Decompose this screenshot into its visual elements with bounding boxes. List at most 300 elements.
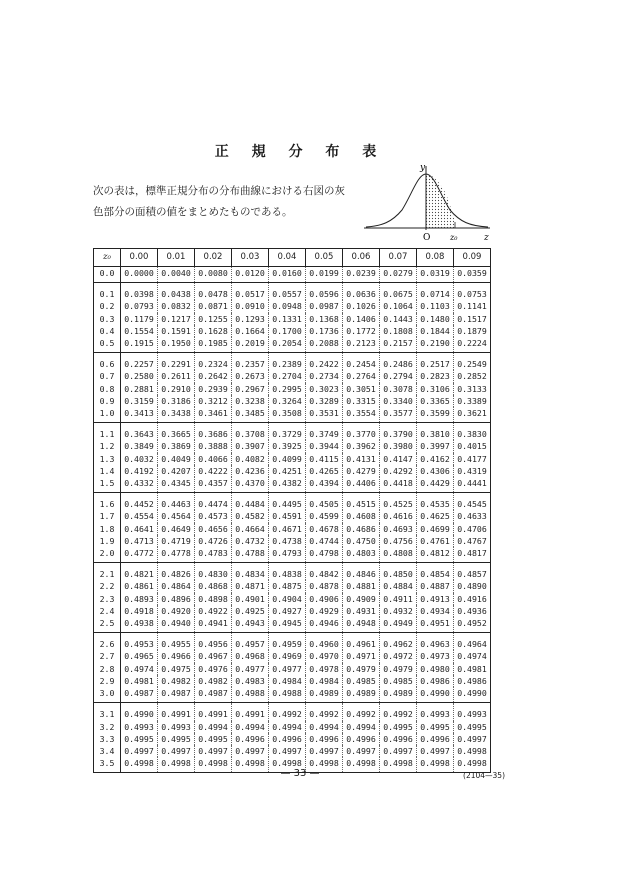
table-cell: 0.4793 xyxy=(269,547,306,563)
table-row xyxy=(94,510,491,522)
z-value-cell: 0.4 xyxy=(94,325,121,337)
table-cell: 0.4986 xyxy=(457,675,487,686)
table-cell: 0.3869 xyxy=(158,440,195,452)
table-cell: 0.4854 xyxy=(417,563,454,581)
table-cell: 0.4998 xyxy=(158,757,195,773)
z0-label: z₀ xyxy=(450,233,458,242)
table-cell: 0.2454 xyxy=(343,353,380,371)
table-cell: 0.3643 xyxy=(121,423,158,441)
table-cell: 0.1844 xyxy=(417,325,454,337)
table-cell: 0.4162 xyxy=(417,453,454,465)
table-cell: 0.4699 xyxy=(417,523,454,535)
table-cell: 0.4608 xyxy=(343,510,380,522)
table-row xyxy=(94,563,491,581)
table-cell: 0.0675 xyxy=(380,283,417,301)
table-cell: 0.3159 xyxy=(121,395,158,407)
table-cell: 0.4649 xyxy=(158,523,195,535)
table-cell: 0.2549 xyxy=(454,353,491,371)
table-cell: 0.4904 xyxy=(269,593,306,605)
table-cell: 0.3315 xyxy=(343,395,380,407)
table-cell: 0.0948 xyxy=(269,300,306,312)
table-cell: 0.4985 xyxy=(343,675,380,687)
table-row xyxy=(94,477,491,493)
table-row xyxy=(94,733,491,745)
table-cell: 0.4979 xyxy=(343,663,380,675)
z-value-cell: 3.0 xyxy=(94,687,121,703)
table-cell: 0.0160 xyxy=(269,267,306,283)
table-cell: 0.4946 xyxy=(306,617,343,633)
table-cell: 0.4147 xyxy=(380,453,417,465)
table-cell: 0.2486 xyxy=(380,353,417,371)
table-cell: 0.4997 xyxy=(457,733,487,744)
table-cell: 0.4989 xyxy=(380,687,417,703)
table-cell: 0.1217 xyxy=(158,313,195,325)
table-cell: 0.4788 xyxy=(232,547,269,563)
table-row xyxy=(94,675,491,687)
table-cell: 0.0596 xyxy=(306,283,343,301)
z-value-cell: 1.3 xyxy=(94,453,121,465)
table-cell: 0.4207 xyxy=(158,465,195,477)
table-cell: 0.4991 xyxy=(158,703,195,721)
page-number: — 33 — xyxy=(280,768,320,779)
table-cell: 0.4761 xyxy=(417,535,454,547)
table-cell: 0.3531 xyxy=(306,407,343,423)
table-cell: 0.2611 xyxy=(158,370,195,382)
table-cell: 0.4991 xyxy=(195,703,232,721)
table-cell: 0.4998 xyxy=(195,757,232,773)
table-cell: 0.2910 xyxy=(158,383,195,395)
table-cell: 0.4686 xyxy=(343,523,380,535)
table-cell: 0.4846 xyxy=(343,563,380,581)
table-cell: 0.4998 xyxy=(457,745,487,756)
table-cell: 0.3810 xyxy=(417,423,454,441)
z-value-cell: 2.4 xyxy=(94,605,121,617)
table-cell: 0.3413 xyxy=(121,407,158,423)
table-cell: 0.2852 xyxy=(457,371,487,382)
table-cell: 0.4992 xyxy=(306,703,343,721)
table-cell: 0.3749 xyxy=(306,423,343,441)
table-cell: 0.4992 xyxy=(380,703,417,721)
table-cell: 0.3485 xyxy=(232,407,269,423)
table-cell: 0.4984 xyxy=(269,675,306,687)
z-value-cell: 0.7 xyxy=(94,370,121,382)
table-row xyxy=(94,370,491,382)
table-cell: 0.4066 xyxy=(195,453,232,465)
intro-line-2: 色部分の面積の値をまとめたものである。 xyxy=(93,206,293,218)
table-row xyxy=(94,535,491,547)
table-cell: 0.4564 xyxy=(158,510,195,522)
table-cell: 0.2823 xyxy=(417,370,454,382)
table-cell: 0.3023 xyxy=(306,383,343,395)
table-cell: 0.4998 xyxy=(121,757,158,773)
table-cell: 0.4974 xyxy=(121,663,158,675)
table-row xyxy=(94,325,491,337)
table-cell: 0.4861 xyxy=(121,580,158,592)
table-cell: 0.4535 xyxy=(417,493,454,511)
table-cell: 0.4616 xyxy=(380,510,417,522)
column-header: 0.08 xyxy=(417,249,454,267)
table-cell: 0.4890 xyxy=(457,581,487,592)
table-cell: 0.4976 xyxy=(195,663,232,675)
table-cell: 0.1628 xyxy=(195,325,232,337)
table-cell: 0.3133 xyxy=(457,383,487,394)
table-cell: 0.4995 xyxy=(158,733,195,745)
table-cell: 0.4049 xyxy=(158,453,195,465)
table-cell: 0.2642 xyxy=(195,370,232,382)
table-cell: 0.4875 xyxy=(269,580,306,592)
table-cell: 0.3962 xyxy=(343,440,380,452)
table-row xyxy=(94,383,491,395)
table-cell: 0.4992 xyxy=(343,703,380,721)
table-cell: 0.2734 xyxy=(306,370,343,382)
table-cell: 0.1736 xyxy=(306,325,343,337)
table-cell: 0.4177 xyxy=(457,453,487,464)
table-cell: 0.4484 xyxy=(232,493,269,511)
table-cell: 0.2794 xyxy=(380,370,417,382)
table-cell: 0.1443 xyxy=(380,313,417,325)
table-cell: 0.1772 xyxy=(343,325,380,337)
table-cell: 0.0753 xyxy=(454,283,491,301)
table-cell: 0.4998 xyxy=(457,758,487,769)
column-header: 0.09 xyxy=(454,249,491,267)
table-cell: 0.4995 xyxy=(380,721,417,733)
table-cell: 0.1331 xyxy=(269,313,306,325)
table-cell: 0.4996 xyxy=(343,733,380,745)
table-cell: 0.4236 xyxy=(232,465,269,477)
table-cell: 0.0398 xyxy=(121,283,158,301)
table-row xyxy=(94,440,491,452)
table-cell: 0.4744 xyxy=(306,535,343,547)
table-cell: 0.0359 xyxy=(457,268,487,278)
table-cell: 0.0279 xyxy=(380,267,417,283)
table-cell: 0.4998 xyxy=(380,757,417,773)
table-cell: 0.4881 xyxy=(343,580,380,592)
table-cell: 0.4932 xyxy=(380,605,417,617)
table-cell: 0.2157 xyxy=(380,337,417,353)
z-value-cell: 2.8 xyxy=(94,663,121,675)
table-cell: 0.4857 xyxy=(454,563,491,581)
table-cell: 0.0557 xyxy=(269,283,306,301)
table-cell: 0.4984 xyxy=(306,675,343,687)
table-cell: 0.4918 xyxy=(121,605,158,617)
table-row xyxy=(94,703,491,721)
table-cell: 0.4951 xyxy=(417,617,454,633)
table-cell: 0.4382 xyxy=(269,477,306,493)
table-cell: 0.0319 xyxy=(417,267,454,283)
table-cell: 0.1255 xyxy=(195,313,232,325)
z-value-cell: 2.9 xyxy=(94,675,121,687)
table-cell: 0.1368 xyxy=(306,313,343,325)
table-cell: 0.4911 xyxy=(380,593,417,605)
table-cell: 0.4772 xyxy=(121,547,158,563)
table-row xyxy=(94,605,491,617)
table-cell: 0.1915 xyxy=(121,337,158,353)
table-cell: 0.4821 xyxy=(121,563,158,581)
corner-header: z₀ xyxy=(94,249,121,267)
table-row xyxy=(94,267,491,283)
table-row xyxy=(94,423,491,441)
table-cell: 0.4830 xyxy=(195,563,232,581)
table-cell: 0.4319 xyxy=(457,465,487,476)
table-row xyxy=(94,663,491,675)
table-row xyxy=(94,395,491,407)
table-cell: 0.4463 xyxy=(158,493,195,511)
table-cell: 0.2517 xyxy=(417,353,454,371)
table-cell: 0.0478 xyxy=(195,283,232,301)
table-cell: 0.2422 xyxy=(306,353,343,371)
table-cell: 0.4726 xyxy=(195,535,232,547)
table-cell: 0.4115 xyxy=(306,453,343,465)
table-cell: 0.2190 xyxy=(417,337,454,353)
table-cell: 0.4982 xyxy=(195,675,232,687)
table-cell: 0.3238 xyxy=(232,395,269,407)
table-cell: 0.4997 xyxy=(232,745,269,757)
table-cell: 0.3438 xyxy=(158,407,195,423)
table-cell: 0.4955 xyxy=(158,633,195,651)
table-cell: 0.4573 xyxy=(195,510,232,522)
table-cell: 0.4992 xyxy=(269,703,306,721)
table-cell: 0.1480 xyxy=(417,313,454,325)
table-cell: 0.0199 xyxy=(306,267,343,283)
table-cell: 0.4993 xyxy=(417,703,454,721)
table-cell: 0.4994 xyxy=(343,721,380,733)
table-cell: 0.4292 xyxy=(380,465,417,477)
z-value-cell: 3.2 xyxy=(94,721,121,733)
table-cell: 0.2967 xyxy=(232,383,269,395)
z-value-cell: 0.0 xyxy=(94,267,121,283)
table-cell: 0.4996 xyxy=(269,733,306,745)
z-value-cell: 0.5 xyxy=(94,337,121,353)
table-cell: 0.0793 xyxy=(121,300,158,312)
table-cell: 0.2291 xyxy=(158,353,195,371)
table-cell: 0.4943 xyxy=(232,617,269,633)
table-row xyxy=(94,283,491,301)
table-cell: 0.4981 xyxy=(121,675,158,687)
table-cell: 0.4962 xyxy=(380,633,417,651)
table-cell: 0.4995 xyxy=(121,733,158,745)
table-cell: 0.4996 xyxy=(417,733,454,745)
z-value-cell: 1.1 xyxy=(94,423,121,441)
table-cell: 0.2257 xyxy=(121,353,158,371)
table-cell: 0.4817 xyxy=(457,548,487,559)
column-header: 0.00 xyxy=(121,249,158,267)
table-cell: 0.3508 xyxy=(269,407,306,423)
origin-label: O xyxy=(423,233,431,243)
intro-text xyxy=(93,181,368,223)
z-value-cell: 2.5 xyxy=(94,617,121,633)
table-cell: 0.2389 xyxy=(269,353,306,371)
table-cell: 0.4997 xyxy=(380,745,417,757)
table-cell: 0.4998 xyxy=(232,757,269,773)
z-value-cell: 3.5 xyxy=(94,757,121,773)
table-cell: 0.4993 xyxy=(454,703,491,721)
table-row xyxy=(94,300,491,312)
table-cell: 0.4986 xyxy=(417,675,454,687)
table-cell: 0.4884 xyxy=(380,580,417,592)
table-cell: 0.4925 xyxy=(232,605,269,617)
table-cell: 0.4998 xyxy=(343,757,380,773)
table-row xyxy=(94,650,491,662)
table-cell: 0.4994 xyxy=(269,721,306,733)
table-cell: 0.4394 xyxy=(306,477,343,493)
table-cell: 0.0080 xyxy=(195,267,232,283)
table-cell: 0.3577 xyxy=(380,407,417,423)
table-cell: 0.4850 xyxy=(380,563,417,581)
table-cell: 0.4370 xyxy=(232,477,269,493)
table-cell: 0.2939 xyxy=(195,383,232,395)
z-value-cell: 1.2 xyxy=(94,440,121,452)
table-cell: 0.4960 xyxy=(306,633,343,651)
table-cell: 0.4767 xyxy=(457,535,487,546)
table-cell: 0.4878 xyxy=(306,580,343,592)
table-cell: 0.4988 xyxy=(269,687,306,703)
table-cell: 0.3770 xyxy=(343,423,380,441)
table-cell: 0.4582 xyxy=(232,510,269,522)
table-cell: 0.4678 xyxy=(306,523,343,535)
table-cell: 0.4192 xyxy=(121,465,158,477)
table-cell: 0.3340 xyxy=(380,395,417,407)
table-cell: 0.4981 xyxy=(457,663,487,674)
table-cell: 0.3849 xyxy=(121,440,158,452)
table-cell: 0.4972 xyxy=(380,650,417,662)
table-cell: 0.4887 xyxy=(417,580,454,592)
table-cell: 0.4625 xyxy=(417,510,454,522)
table-cell: 0.4982 xyxy=(158,675,195,687)
table-cell: 0.4916 xyxy=(457,593,487,604)
z-value-cell: 1.7 xyxy=(94,510,121,522)
table-cell: 0.4251 xyxy=(269,465,306,477)
table-cell: 0.4920 xyxy=(158,605,195,617)
table-cell: 0.4893 xyxy=(121,593,158,605)
z-value-cell: 2.0 xyxy=(94,547,121,563)
table-cell: 0.4997 xyxy=(306,745,343,757)
z-value-cell: 2.3 xyxy=(94,593,121,605)
z-value-cell: 1.0 xyxy=(94,407,121,423)
table-cell: 0.4985 xyxy=(380,675,417,687)
table-cell: 0.4941 xyxy=(195,617,232,633)
table-cell: 0.2357 xyxy=(232,353,269,371)
z-value-cell: 1.9 xyxy=(94,535,121,547)
column-header: 0.01 xyxy=(158,249,195,267)
table-cell: 0.0120 xyxy=(232,267,269,283)
table-cell: 0.4967 xyxy=(195,650,232,662)
table-row xyxy=(94,580,491,592)
table-cell: 0.4896 xyxy=(158,593,195,605)
z-value-cell: 1.8 xyxy=(94,523,121,535)
table-cell: 0.4974 xyxy=(457,651,487,662)
table-cell: 0.4977 xyxy=(232,663,269,675)
table-cell: 0.4945 xyxy=(269,617,306,633)
table-cell: 0.3621 xyxy=(457,408,487,419)
table-cell: 0.3599 xyxy=(417,407,454,423)
table-cell: 0.2054 xyxy=(269,337,306,353)
z-value-cell: 3.4 xyxy=(94,745,121,757)
table-cell: 0.4991 xyxy=(232,703,269,721)
table-cell: 0.4913 xyxy=(417,593,454,605)
table-cell: 0.4515 xyxy=(343,493,380,511)
table-cell: 0.3264 xyxy=(269,395,306,407)
table-cell: 0.4545 xyxy=(454,493,491,511)
z-value-cell: 0.8 xyxy=(94,383,121,395)
z-value-cell: 0.3 xyxy=(94,313,121,325)
table-cell: 0.4990 xyxy=(457,688,487,699)
y-axis-label: y xyxy=(420,163,426,173)
table-cell: 0.1879 xyxy=(457,325,487,336)
table-cell: 0.4864 xyxy=(158,580,195,592)
table-cell: 0.4279 xyxy=(343,465,380,477)
table-cell: 0.4948 xyxy=(343,617,380,633)
table-cell: 0.4971 xyxy=(343,650,380,662)
table-cell: 0.4970 xyxy=(306,650,343,662)
table-cell: 0.4953 xyxy=(121,633,158,651)
table-cell: 0.4998 xyxy=(417,757,454,773)
table-cell: 0.4906 xyxy=(306,593,343,605)
table-cell: 0.0040 xyxy=(158,267,195,283)
table-cell: 0.3925 xyxy=(269,440,306,452)
table-cell: 0.4963 xyxy=(417,633,454,651)
table-row xyxy=(94,617,491,633)
table-row xyxy=(94,523,491,535)
table-cell: 0.0987 xyxy=(306,300,343,312)
table-cell: 0.4959 xyxy=(269,633,306,651)
table-cell: 0.4956 xyxy=(195,633,232,651)
column-header: 0.04 xyxy=(269,249,306,267)
table-cell: 0.4988 xyxy=(232,687,269,703)
table-cell: 0.1700 xyxy=(269,325,306,337)
table-cell: 0.4015 xyxy=(457,441,487,452)
table-cell: 0.3289 xyxy=(306,395,343,407)
table-cell: 0.1591 xyxy=(158,325,195,337)
table-cell: 0.2224 xyxy=(457,338,487,349)
document-code: (2104—35) xyxy=(463,771,505,780)
table-cell: 0.4429 xyxy=(417,477,454,493)
table-cell: 0.0832 xyxy=(158,300,195,312)
table-cell: 0.4082 xyxy=(232,453,269,465)
table-cell: 0.4996 xyxy=(380,733,417,745)
table-row xyxy=(94,547,491,563)
table-cell: 0.4961 xyxy=(343,633,380,651)
table-cell: 0.4964 xyxy=(454,633,491,651)
table-cell: 0.4664 xyxy=(232,523,269,535)
table-cell: 0.2673 xyxy=(232,370,269,382)
table-cell: 0.4973 xyxy=(417,650,454,662)
table-cell: 0.4525 xyxy=(380,493,417,511)
table-cell: 0.3830 xyxy=(454,423,491,441)
column-header: 0.06 xyxy=(343,249,380,267)
table-cell: 0.4808 xyxy=(380,547,417,563)
table-cell: 0.4778 xyxy=(158,547,195,563)
table-cell: 0.3997 xyxy=(417,440,454,452)
table-cell: 0.4693 xyxy=(380,523,417,535)
table-cell: 0.4750 xyxy=(343,535,380,547)
table-row xyxy=(94,465,491,477)
table-cell: 0.3944 xyxy=(306,440,343,452)
table-row xyxy=(94,493,491,511)
z-value-cell: 0.1 xyxy=(94,283,121,301)
table-cell: 0.4929 xyxy=(306,605,343,617)
table-cell: 0.4803 xyxy=(343,547,380,563)
table-cell: 0.4838 xyxy=(269,563,306,581)
column-header: 0.03 xyxy=(232,249,269,267)
table-cell: 0.4934 xyxy=(417,605,454,617)
table-cell: 0.4969 xyxy=(269,650,306,662)
table-cell: 0.1293 xyxy=(232,313,269,325)
table-cell: 0.3686 xyxy=(195,423,232,441)
z-value-cell: 0.9 xyxy=(94,395,121,407)
table-cell: 0.2704 xyxy=(269,370,306,382)
table-cell: 0.4922 xyxy=(195,605,232,617)
normal-curve-figure xyxy=(362,160,494,244)
